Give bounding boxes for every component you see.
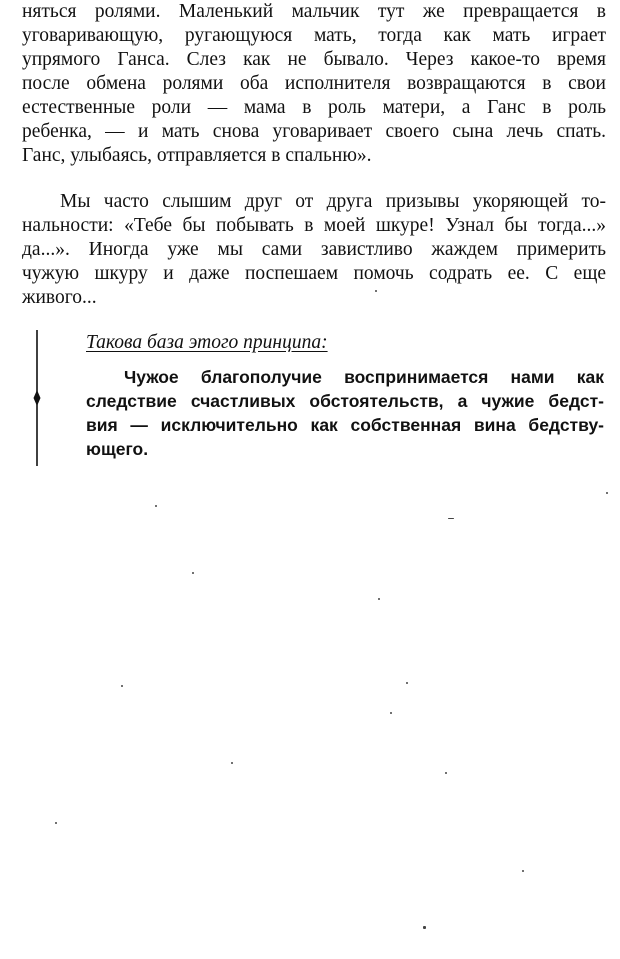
bold-text-line: ющего. — [86, 439, 149, 459]
text-line: да...». Иногда уже мы сами завистливо жаждем примерить — [22, 239, 606, 260]
bold-text-line: Чужое благополучие воспринимается нами как — [124, 367, 604, 387]
scan-speck — [606, 492, 608, 494]
text-line: Мы часто слышим друг от друга призывы укоряющей то- — [60, 191, 606, 212]
text-line: чужую шкуру и даже поспешаем помочь содрать ее. С еще — [22, 263, 606, 284]
scan-speck — [231, 762, 233, 764]
text-line: няться ролями. Маленький мальчик тут же превращается в — [22, 1, 606, 22]
scan-speck — [378, 598, 380, 600]
decorative-side-rule-icon — [33, 330, 41, 466]
scan-speck — [406, 682, 408, 684]
scan-speck — [448, 518, 454, 519]
scan-speck — [390, 712, 392, 714]
text-line: живого... — [22, 287, 97, 308]
scan-speck — [155, 505, 157, 507]
text-line: нальности: «Тебе бы побывать в моей шкуре! Узнал бы тогда...» — [22, 215, 606, 236]
text-line: уговаривающую, ругающуюся мать, тогда как мать играет — [22, 25, 606, 46]
text-line: Ганс, улыбаясь, отправляется в спальню». — [22, 145, 372, 166]
scan-speck — [522, 870, 524, 872]
bold-text-line: следствие счастливых обстоятельств, а чужие бедст- — [86, 391, 604, 411]
scan-speck — [375, 290, 377, 292]
scan-speck — [55, 822, 57, 824]
text-line: упрямого Ганса. Слез как не бывало. Через какое-то время — [22, 49, 606, 70]
scan-speck — [192, 572, 194, 574]
bold-text-line: вия — исключительно как собственная вина бедству- — [86, 415, 604, 435]
text-line: после обмена ролями оба исполнителя возвращаются в свои — [22, 73, 606, 94]
principle-heading: Такова база этого принципа: — [86, 332, 328, 353]
scan-speck — [121, 685, 123, 687]
text-line: естественные роли — мама в роль матери, а Ганс в роль — [22, 97, 606, 118]
scan-speck — [445, 772, 447, 774]
text-line: ребенка, — и мать снова уговаривает своего сына лечь спать. — [22, 121, 606, 142]
scan-speck — [423, 926, 426, 929]
